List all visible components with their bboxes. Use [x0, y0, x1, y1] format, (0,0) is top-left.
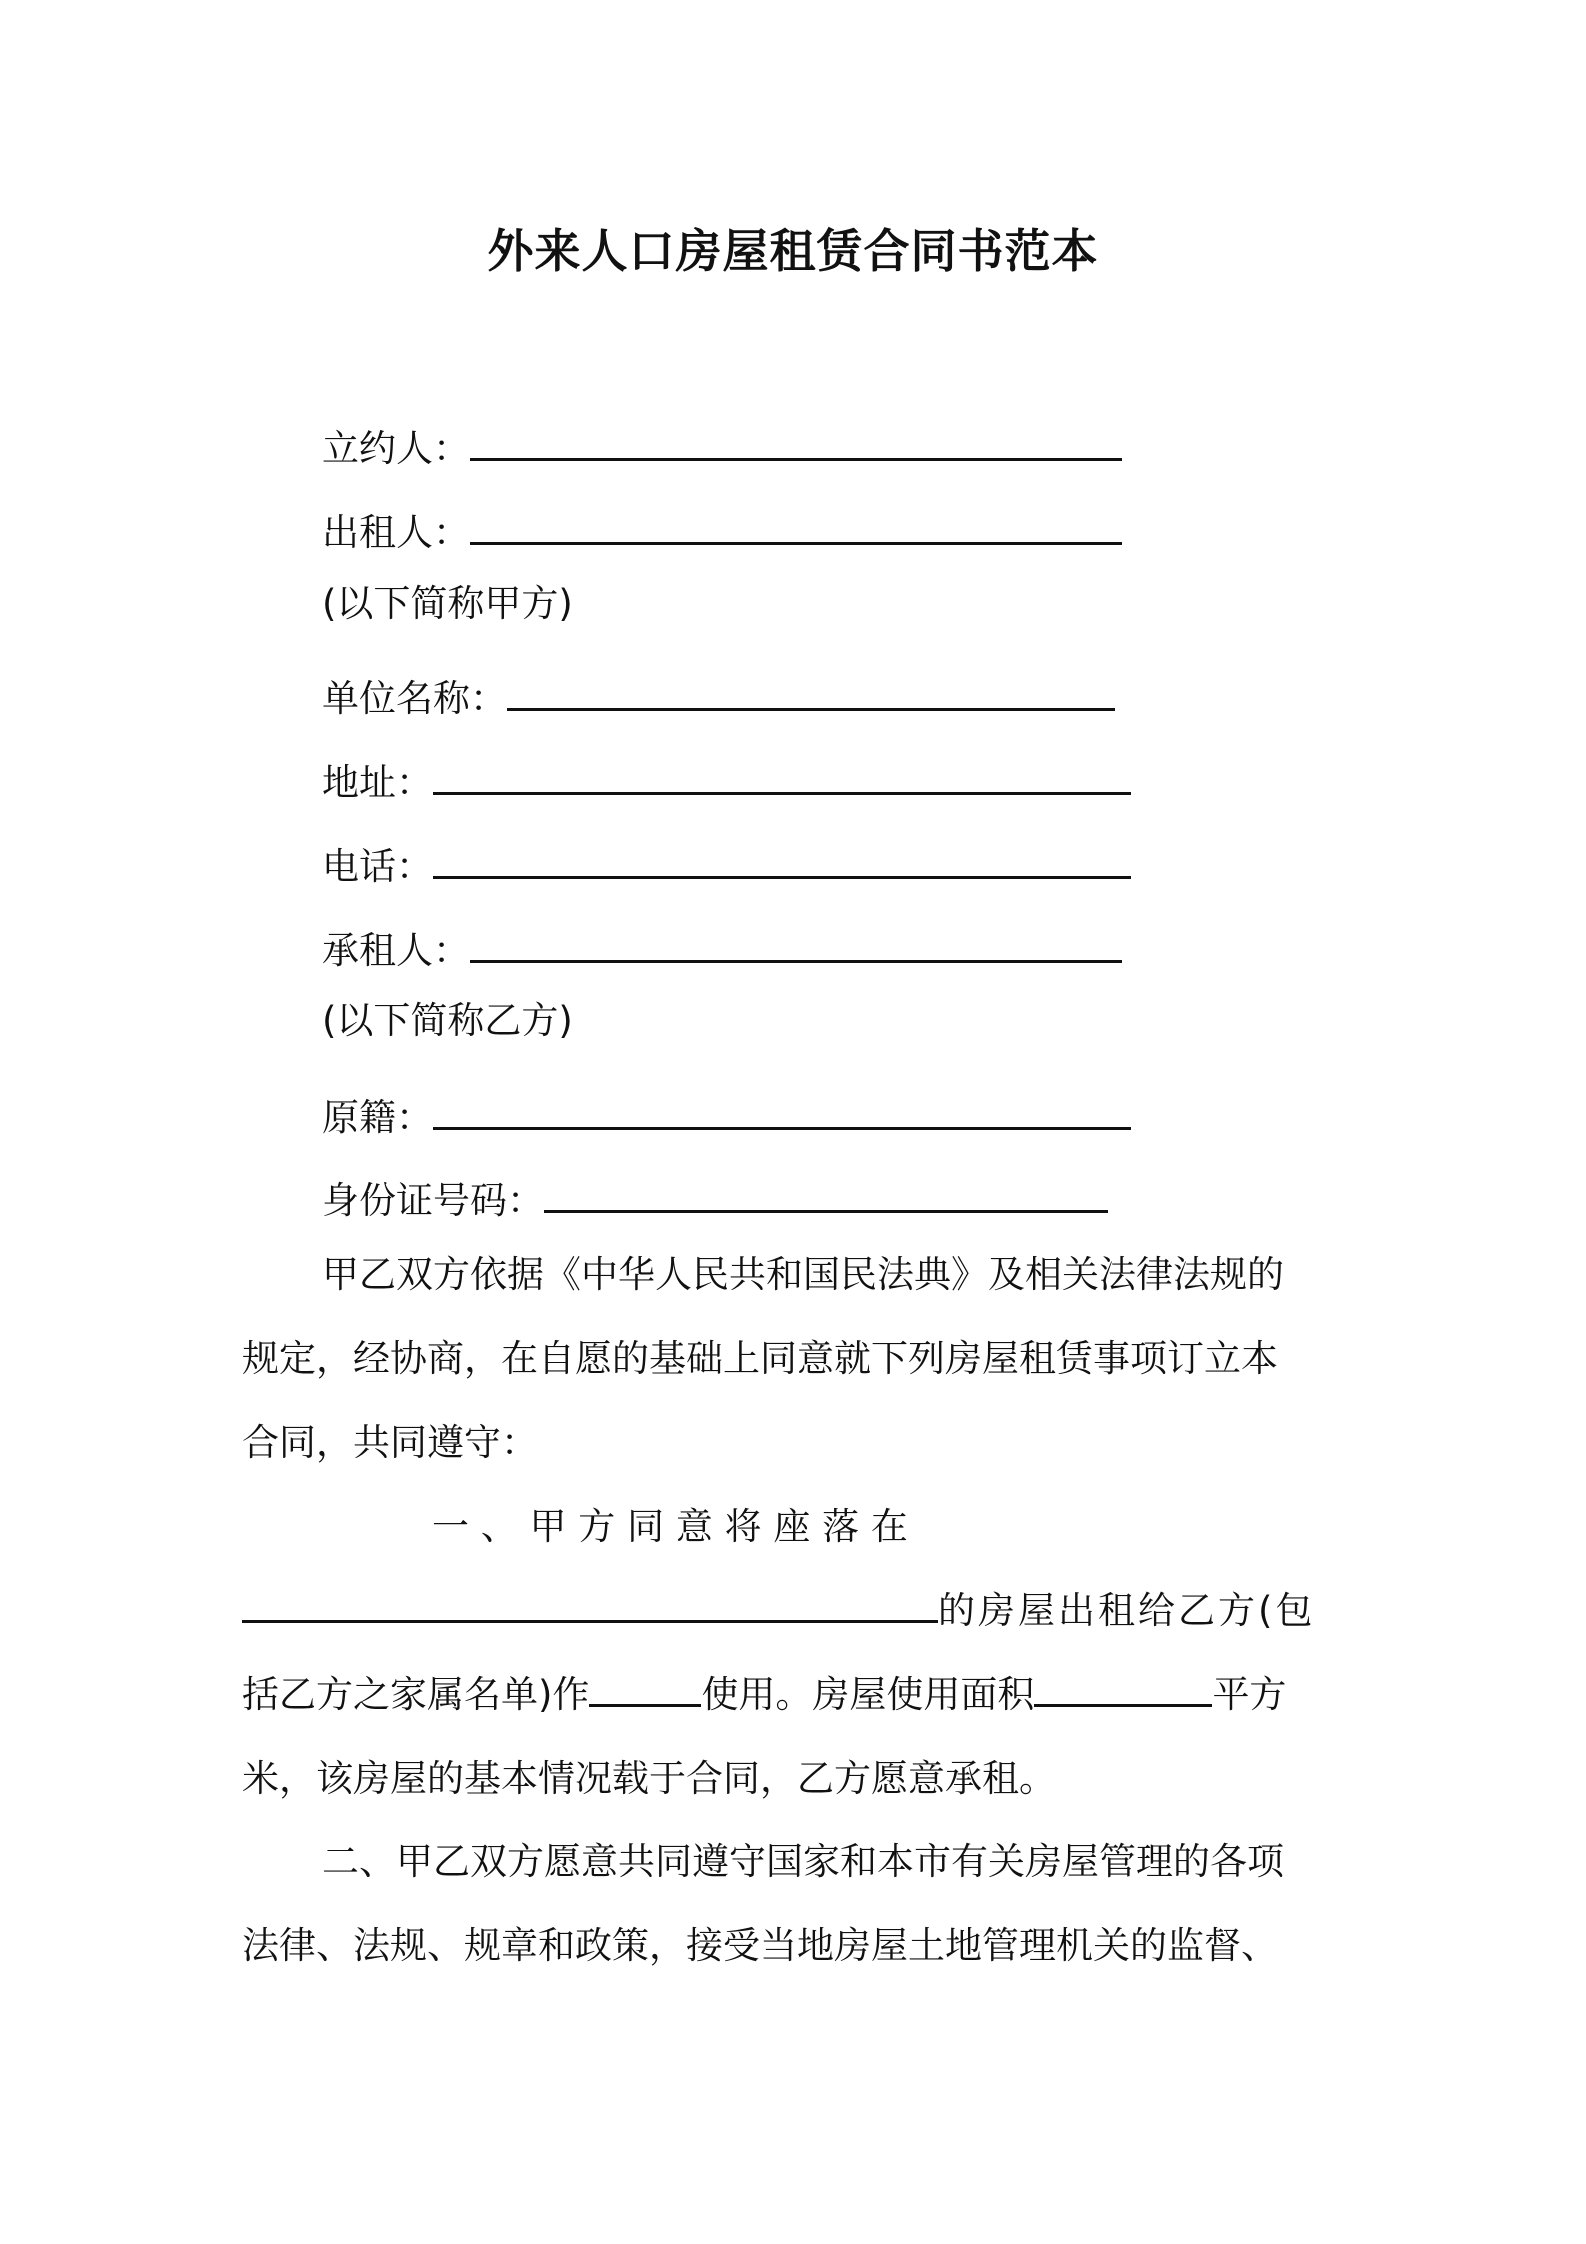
clause-one-text: 括乙方之家属名单)作 [242, 1673, 590, 1716]
origin-field [322, 1087, 1131, 1144]
intro-line: 甲乙双方依据《中华人民共和国民法典》及相关法律法规的 [322, 1253, 1284, 1296]
clause-char: 同 [627, 1505, 665, 1548]
clause-one-text: 使用。房屋使用面积 [701, 1673, 1035, 1716]
signatory-field [322, 418, 1122, 475]
signatory-label: 立约人： [322, 427, 470, 470]
clause-char: 、 [480, 1505, 518, 1548]
origin-blank[interactable] [433, 1087, 1131, 1130]
clause-two [242, 1820, 1354, 1988]
intro-line: 规定，经协商，在自愿的基础上同意就下列房屋租赁事项订立本 [242, 1337, 1278, 1380]
usage-purpose-blank[interactable] [589, 1666, 701, 1707]
phone-field [322, 836, 1131, 893]
unit-name-blank[interactable] [507, 668, 1115, 711]
clause-one-text: 平方 [1212, 1673, 1287, 1716]
clause-one-spread-line [242, 1485, 1354, 1569]
clause-char: 将 [724, 1505, 762, 1548]
intro-paragraph [242, 1233, 1354, 1485]
property-location-blank[interactable] [242, 1582, 938, 1623]
clause-char: 方 [578, 1505, 616, 1548]
phone-label: 电话： [322, 845, 433, 888]
clause-two-line: 二、甲乙双方愿意共同遵守国家和本市有关房屋管理的各项 [322, 1840, 1284, 1883]
address-field [322, 752, 1131, 809]
clause-one-line-2 [242, 1569, 1354, 1653]
clause-one-line-3 [242, 1653, 1354, 1737]
document-title: 外来人口房屋租赁合同书范本 [487, 224, 1099, 278]
party-a-note: (以下简称甲方) [322, 582, 573, 625]
lessor-blank[interactable] [470, 502, 1122, 545]
clause-char: 意 [675, 1505, 713, 1548]
clause-char: 落 [822, 1505, 860, 1548]
lessee-blank[interactable] [470, 920, 1122, 963]
clause-char: 甲 [529, 1505, 567, 1548]
lessor-field [322, 502, 1122, 559]
clause-one-line-4: 米，该房屋的基本情况载于合同，乙方愿意承租。 [242, 1757, 1056, 1800]
id-number-label: 身份证号码： [322, 1179, 544, 1222]
clause-two-line: 法律、法规、规章和政策，接受当地房屋土地管理机关的监督、 [242, 1924, 1278, 1967]
address-label: 地址： [322, 761, 433, 804]
signatory-blank[interactable] [470, 418, 1122, 461]
lessee-field [322, 920, 1122, 977]
unit-name-label: 单位名称： [322, 677, 507, 720]
intro-line: 合同，共同遵守： [242, 1421, 538, 1464]
lessor-label: 出租人： [322, 511, 470, 554]
origin-label: 原籍： [322, 1096, 433, 1139]
clause-one-text: 的房屋出租给乙方(包 [938, 1589, 1316, 1632]
clause-char: 座 [773, 1505, 811, 1548]
clause-one [242, 1485, 1354, 1821]
floor-area-blank[interactable] [1034, 1666, 1212, 1707]
unit-name-field [322, 668, 1115, 725]
address-blank[interactable] [433, 752, 1131, 795]
id-number-field [322, 1170, 1108, 1227]
party-b-note: (以下简称乙方) [322, 999, 573, 1042]
phone-blank[interactable] [433, 836, 1131, 879]
clause-char: 在 [870, 1505, 908, 1548]
id-number-blank[interactable] [544, 1170, 1108, 1213]
lessee-label: 承租人： [322, 929, 470, 972]
clause-char: 一 [432, 1505, 469, 1548]
